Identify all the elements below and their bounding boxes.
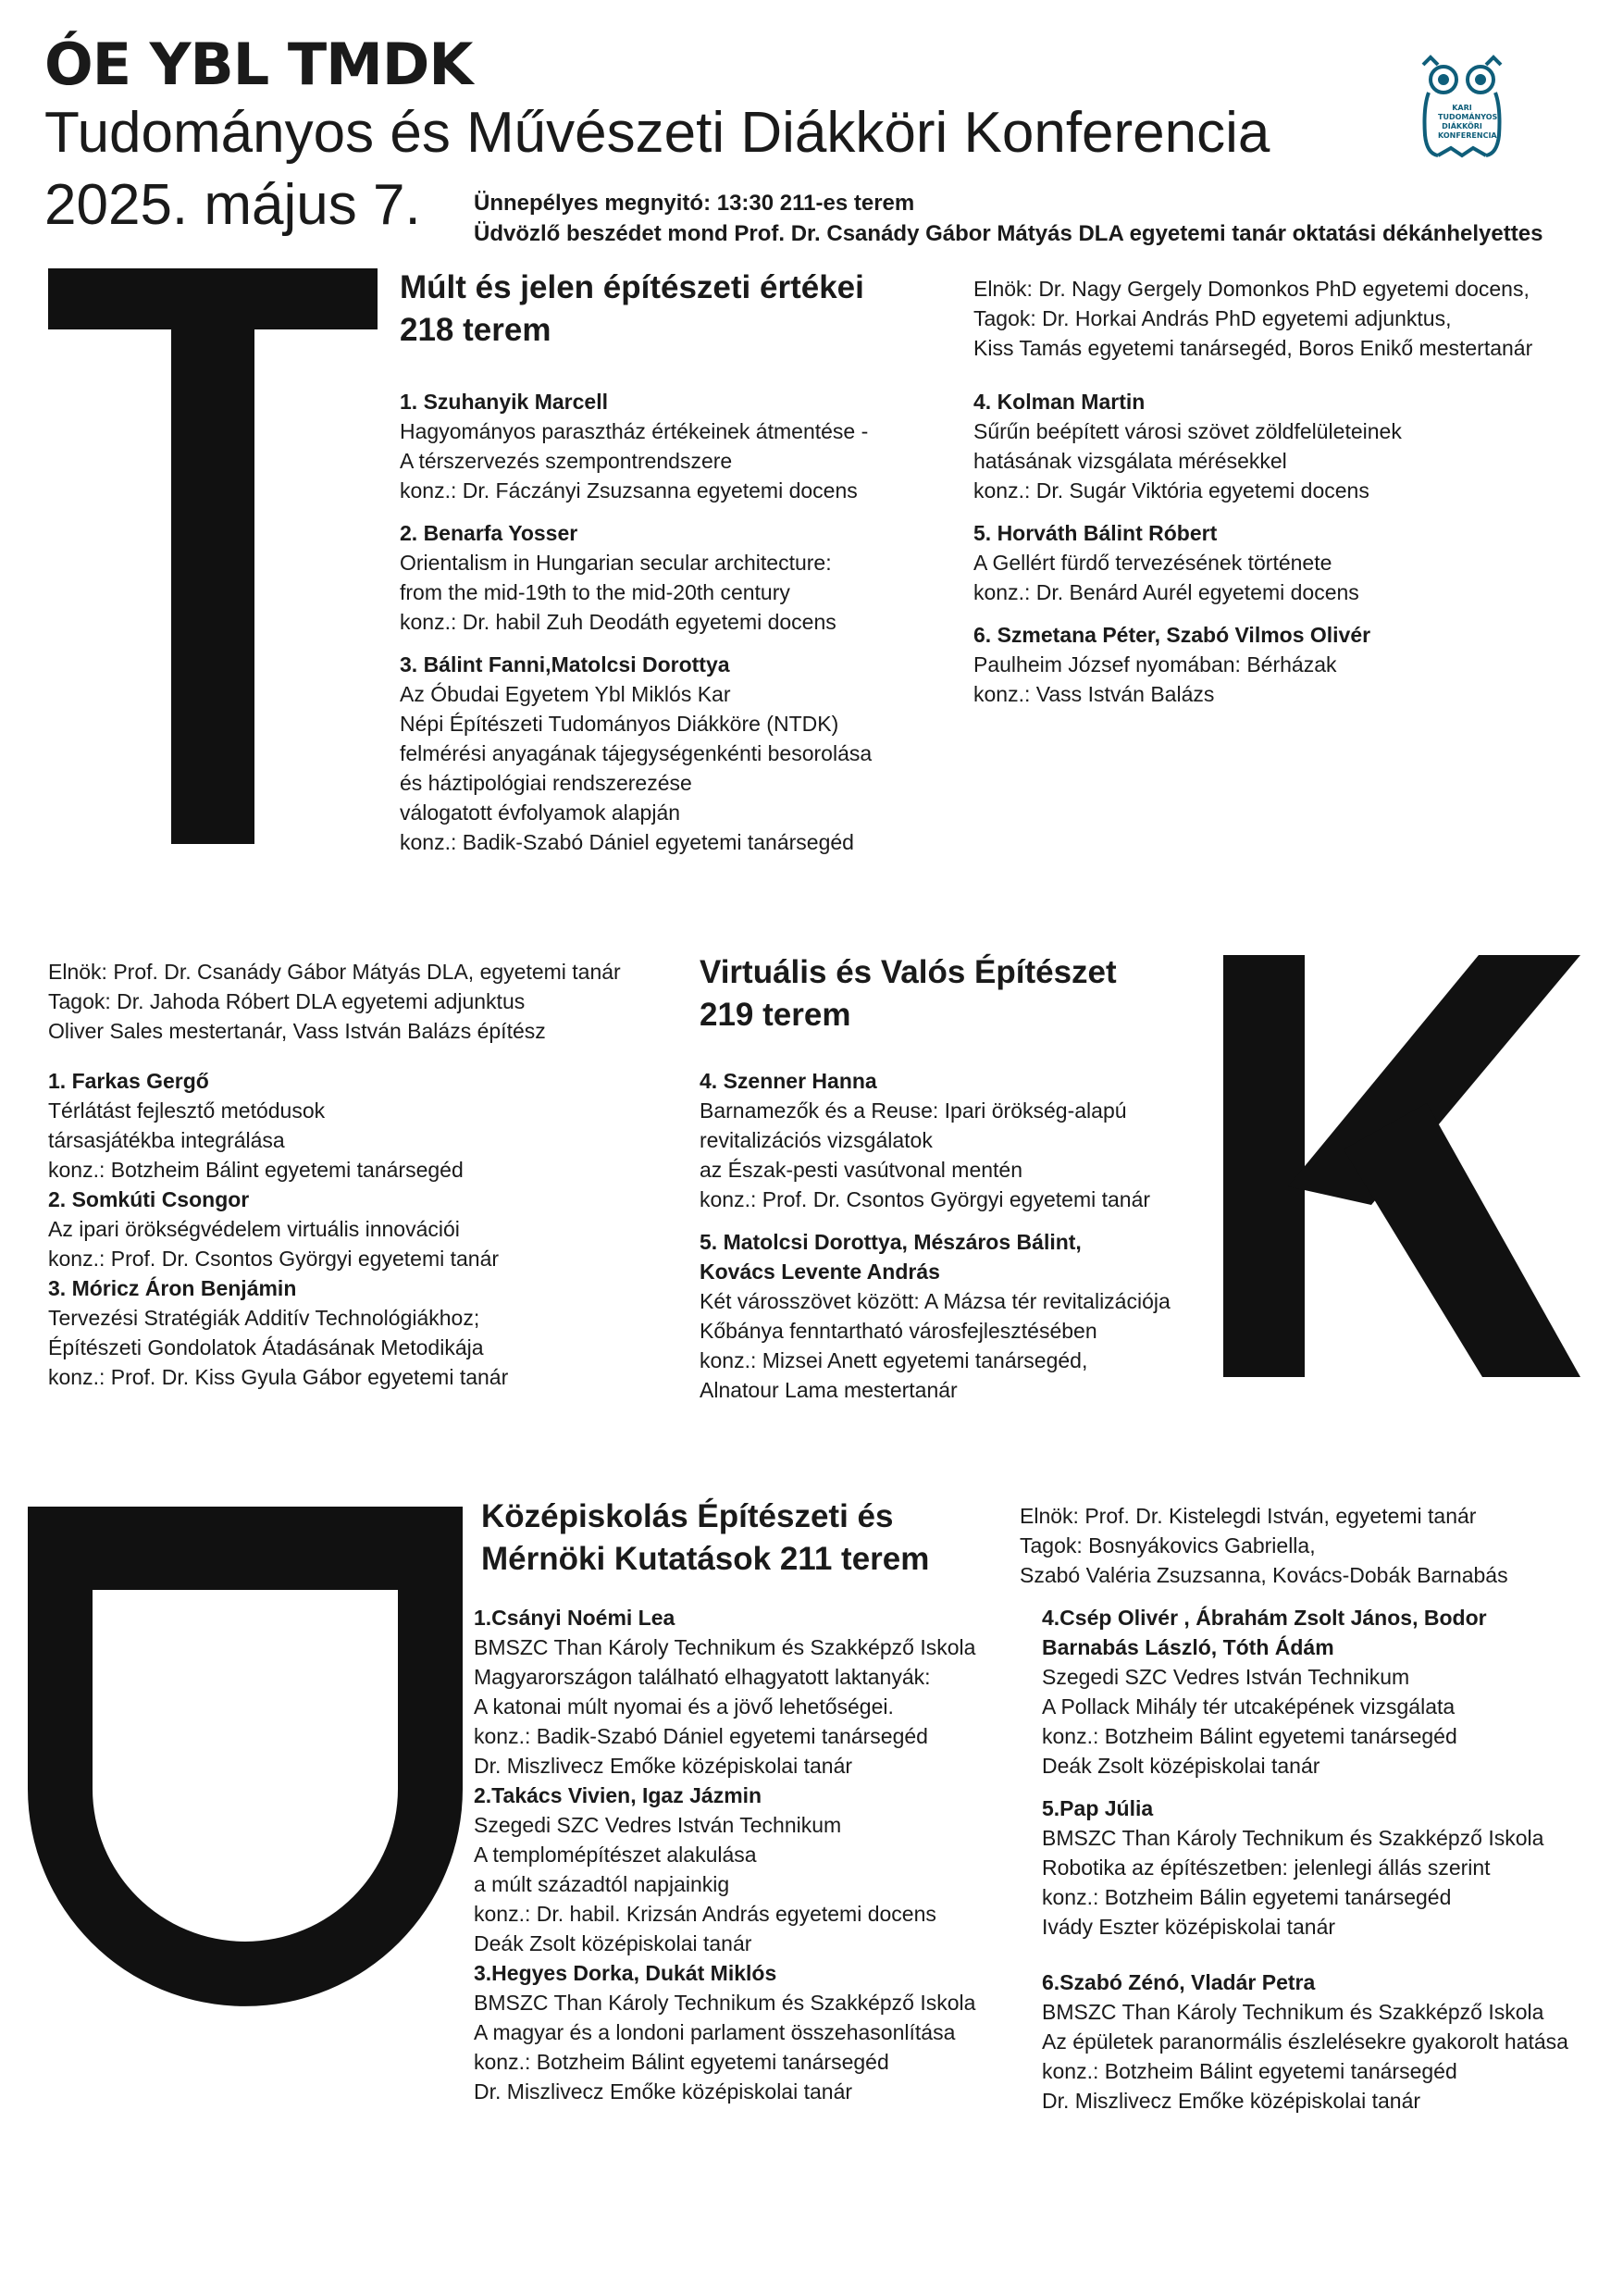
opening-info	[474, 188, 1542, 249]
list-item: 1.Csányi Noémi Lea BMSZC Than Károly Technikum és Szakképző Iskola Magyarországon található elhagyatott laktanyák: A katonai múlt nyomai és a jövő lehetőségei. konz.: Badik-Szabó Dániel egyetemi tanársegéd Dr. Miszlivecz Emőke középiskolai tanár	[474, 1606, 976, 1778]
list-item: 1. Farkas Gergő Térlátást fejlesztő metódusok társasjátékba integrálása konz.: Botzheim Bálint egyetemi tanársegéd	[48, 1069, 464, 1182]
session3-left-list	[474, 1603, 975, 2106]
tdk-owl-logo	[1410, 52, 1514, 163]
session2-right-list	[700, 1066, 1171, 1405]
conference-date: 2025. május 7.	[44, 173, 421, 237]
session2-left-list	[48, 1066, 508, 1392]
list-item: 3.Hegyes Dorka, Dukát Miklós BMSZC Than Károly Technikum és Szakképző Iskola A magyar és a londoni parlament összehasonlítása konz.: Botzheim Bálint egyetemi tanársegéd Dr. Miszlivecz Emőke középiskolai tanár	[474, 1961, 976, 2104]
list-item: 2.Takács Vivien, Igaz Jázmin Szegedi SZC Vedres István Technikum A templomépítészet alakulása a múlt századtól napjainkig konz.: Dr. habil. Krizsán András egyetemi docens Deák Zsolt középiskolai tanár	[474, 1783, 936, 1955]
session3-jury: Elnök: Prof. Dr. Kistelegdi István, egyetemi tanár Tagok: Bosnyákovics Gabriella, Szabó Valéria Zsuzsanna, Kovács-Dobák Barnabás	[1020, 1504, 1508, 1587]
opening-speech: Üdvözlő beszédet mond Prof. Dr. Csanády Gábor Mátyás DLA egyetemi tanár oktatási dékánhelyettes	[474, 221, 1543, 246]
session1-jury: Elnök: Dr. Nagy Gergely Domonkos PhD egyetemi docens, Tagok: Dr. Horkai András PhD egyetemi adjunktus, Kiss Tamás egyetemi tanársegéd, Boros Enikő mestertanár	[973, 277, 1533, 360]
list-item: 1. Szuhanyik Marcell Hagyományos parasztház értékeinek átmentése - A térszervezés szempontrendszere konz.: Dr. Fáczányi Zsuzsanna egyetemi docens	[400, 390, 869, 503]
big-letter-d	[28, 1507, 463, 2006]
org-title: ÓE YBL TMDK	[44, 31, 473, 98]
list-item: 4. Szenner Hanna Barnamezők és a Reuse: Ipari örökség-alapú revitalizációs vizsgálatok az Észak-pesti vasútvonal mentén konz.: Prof. Dr. Csontos Györgyi egyetemi tanár	[700, 1069, 1151, 1211]
big-letter-t	[48, 268, 378, 844]
list-item: 4.Csép Olivér , Ábrahám Zsolt János, Bodor Barnabás László, Tóth Ádám Szegedi SZC Vedres István Technikum A Pollack Mihály tér utcaképének vizsgálata konz.: Botzheim Bálint egyetemi tanársegéd Deák Zsolt középiskolai tanár	[1042, 1606, 1487, 1778]
session1-title: Múlt és jelen építészeti értékei 218 terem	[400, 269, 864, 348]
list-item: 5. Horváth Bálint Róbert A Gellért fürdő tervezésének története konz.: Dr. Benárd Aurél egyetemi docens	[973, 521, 1359, 604]
list-item: 4. Kolman Martin Sűrűn beépített városi szövet zöldfelületeinek hatásának vizsgálata mérésekkel konz.: Dr. Sugár Viktória egyetemi docens	[973, 390, 1402, 503]
list-item: 3. Móricz Áron Benjámin Tervezési Stratégiák Additív Technológiákhoz; Építészeti Gondolatok Átadásának Metodikája konz.: Prof. Dr. Kiss Gyula Gábor egyetemi tanár	[48, 1276, 509, 1389]
list-item: 2. Benarfa Yosser Orientalism in Hungarian secular architecture: from the mid-19th to the mid-20th century konz.: Dr. habil Zuh Deodáth egyetemi docens	[400, 521, 836, 634]
list-item: 5.Pap Júlia BMSZC Than Károly Technikum és Szakképző Iskola Robotika az építészetben: jelenlegi állás szerint konz.: Botzheim Bálin egyetemi tanársegéd Ivády Eszter középiskolai tanár	[1042, 1796, 1544, 1939]
list-item: 5. Matolcsi Dorottya, Mészáros Bálint, Kovács Levente András Két városszövet között: A Mázsa tér revitalizációja Kőbánya fenntartható városfejlesztésében konz.: Mizsei Anett egyetemi tanársegéd, Alnatour Lama mestertanár	[700, 1230, 1171, 1402]
logo-text: KARI TUDOMÁNYOS DIÁKKÖRI KONFERENCIA	[1438, 104, 1498, 140]
session2-jury: Elnök: Prof. Dr. Csanády Gábor Mátyás DLA, egyetemi tanár Tagok: Dr. Jahoda Róbert DLA egyetemi adjunktus Oliver Sales mestertanár, Vass István Balázs építész	[48, 960, 621, 1043]
conference-title: Tudományos és Művészeti Diákköri Konferencia	[44, 101, 1270, 165]
session3-right-list	[1042, 1603, 1568, 2116]
list-item: 6. Szmetana Péter, Szabó Vilmos Olivér Paulheim József nyomában: Bérházak konz.: Vass István Balázs	[973, 623, 1371, 706]
session1-left-list	[400, 387, 872, 857]
session3-title: Középiskolás Építészeti és Mérnöki Kutatások 211 terem	[481, 1498, 930, 1577]
session2-title: Virtuális és Valós Építészet 219 terem	[700, 954, 1117, 1033]
opening-time: Ünnepélyes megnyitó: 13:30 211-es terem	[474, 191, 915, 216]
list-item: 6.Szabó Zénó, Vladár Petra BMSZC Than Károly Technikum és Szakképző Iskola Az épületek paranormális észlelésekre gyakorolt hatása konz.: Botzheim Bálint egyetemi tanársegéd Dr. Miszlivecz Emőke középiskolai tanár	[1042, 1970, 1568, 2113]
big-letter-k	[1223, 955, 1580, 1377]
list-item: 2. Somkúti Csongor Az ipari örökségvédelem virtuális innovációi konz.: Prof. Dr. Csontos Györgyi egyetemi tanár	[48, 1187, 500, 1271]
session1-right-list	[973, 387, 1402, 709]
list-item: 3. Bálint Fanni,Matolcsi Dorottya Az Óbudai Egyetem Ybl Miklós Kar Népi Építészeti Tudományos Diákköre (NTDK) felmérési anyagának tájegységenkénti besorolása és háztipológiai rendszerezése válogatott évfolyamok alapján konz.: Badik-Szabó Dániel egyetemi tanársegéd	[400, 652, 873, 854]
